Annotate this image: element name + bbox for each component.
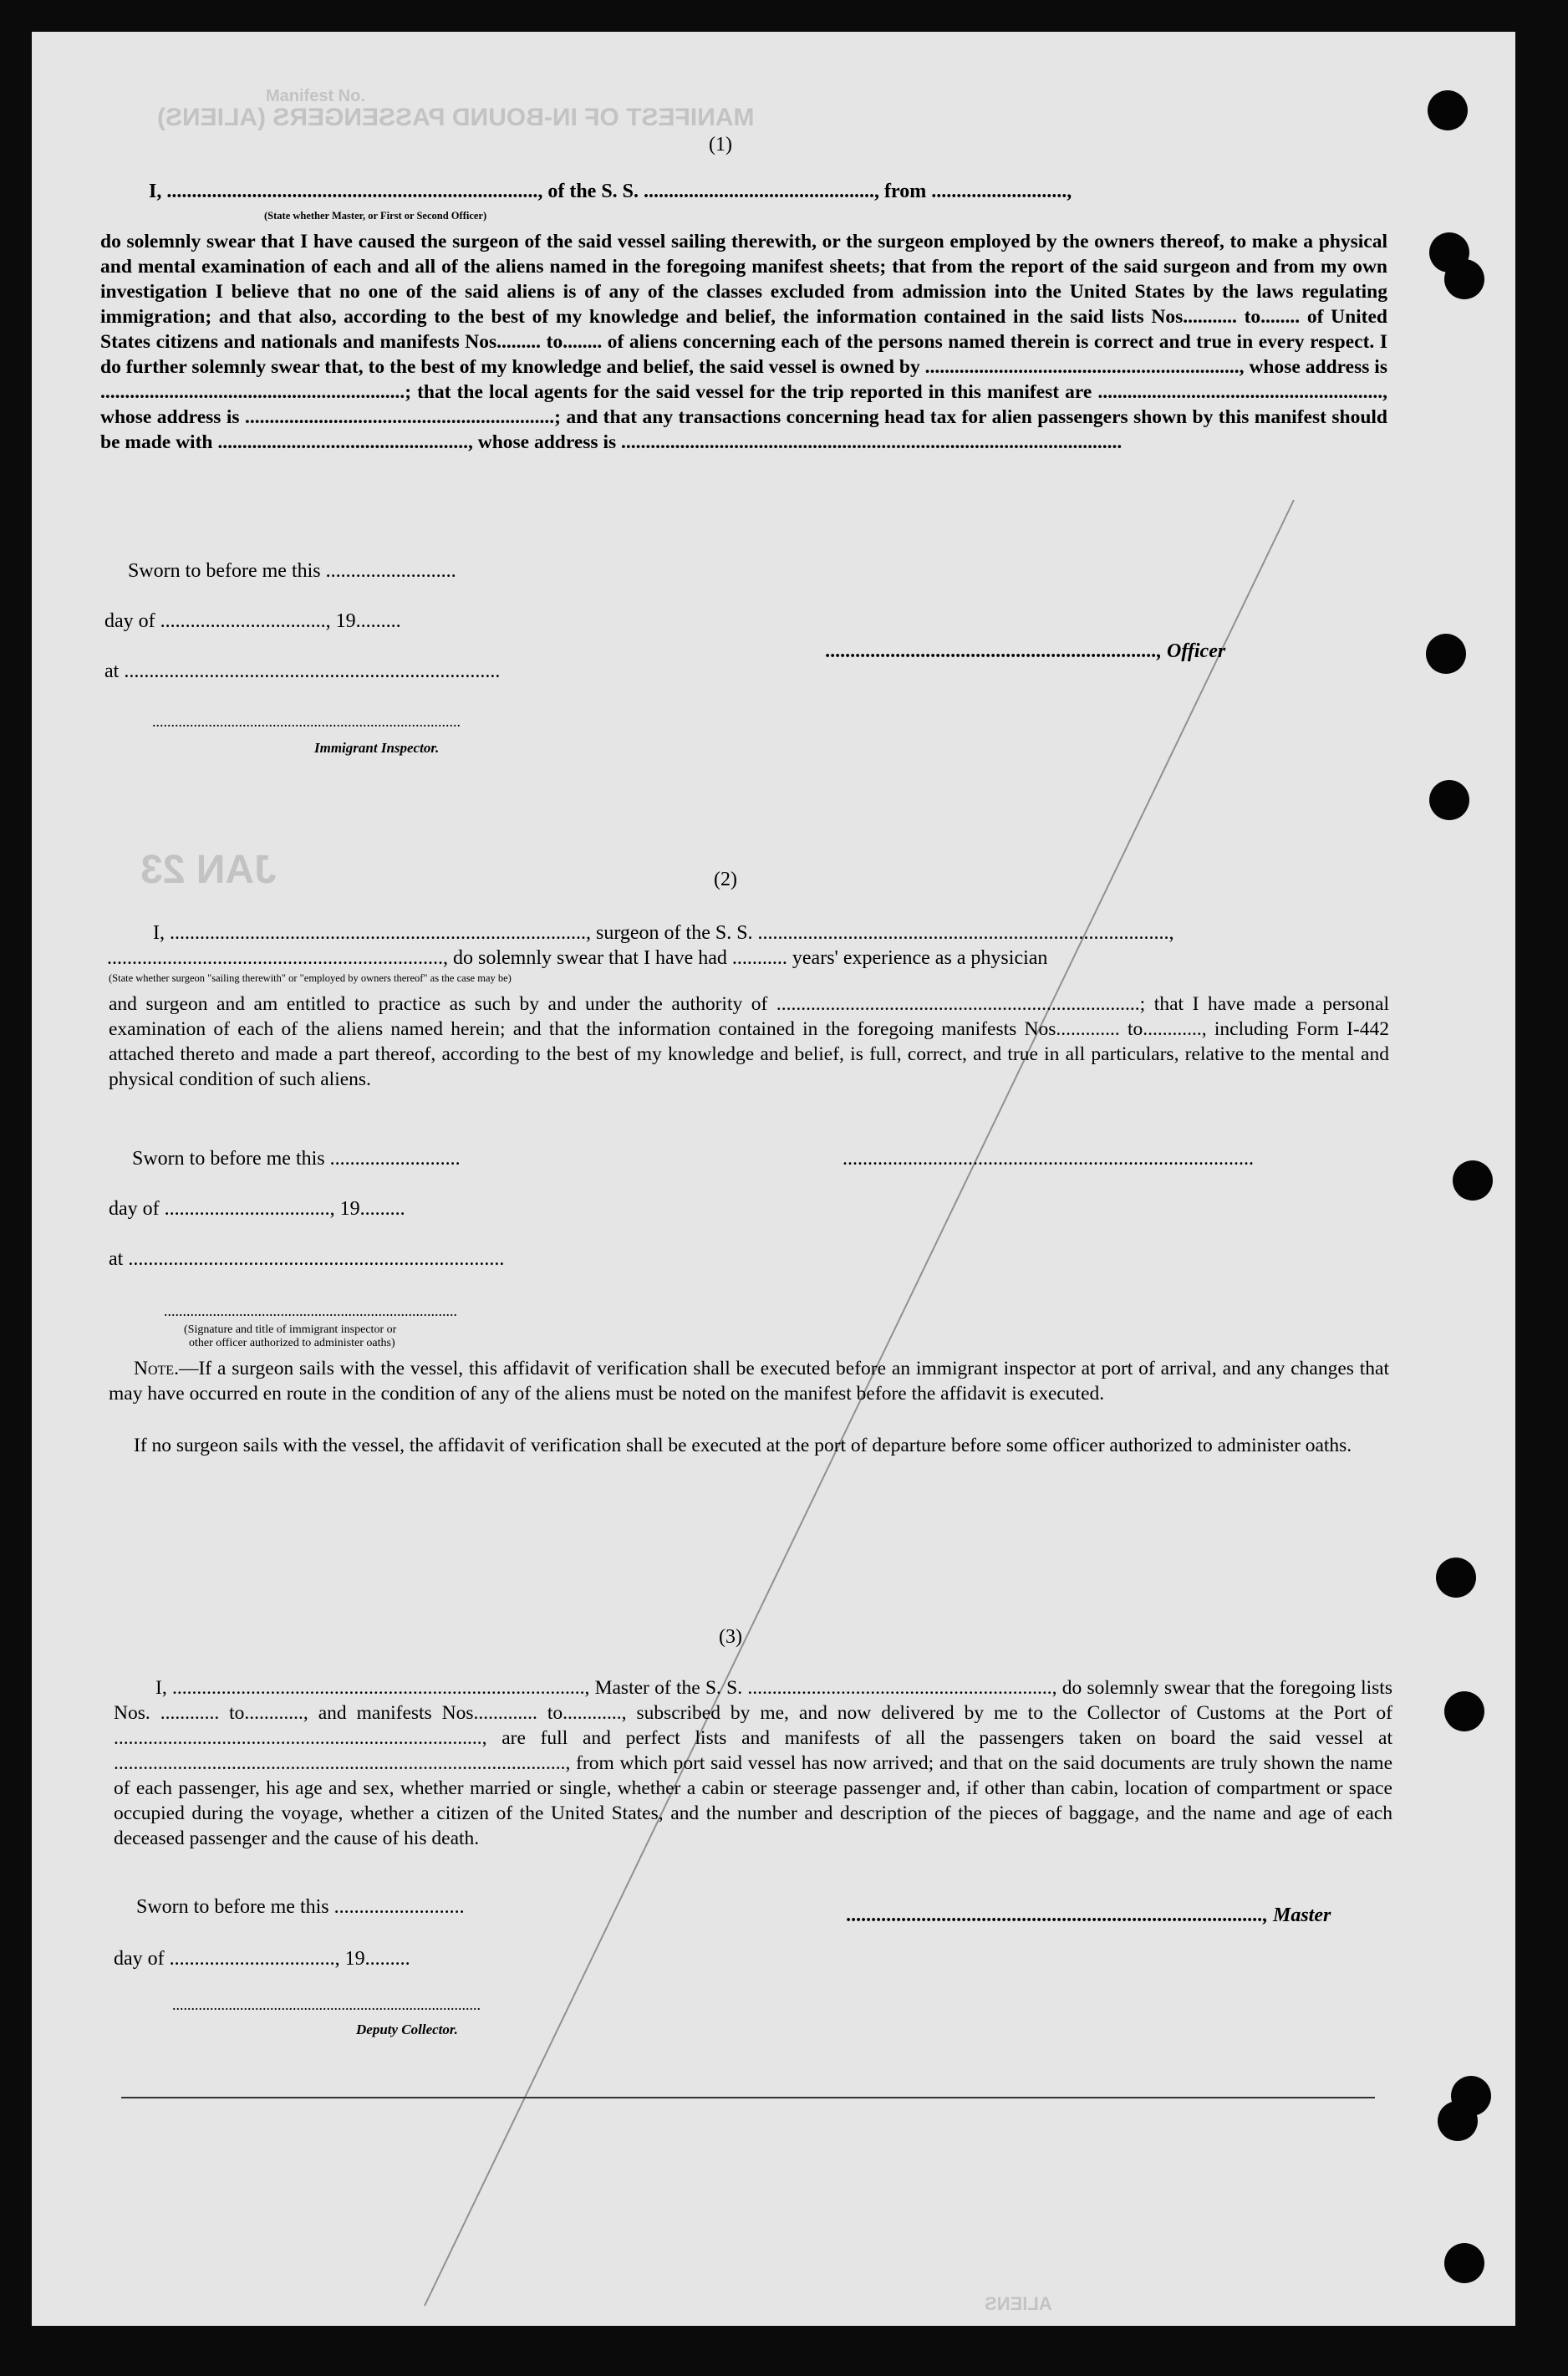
bottom-rule — [121, 2097, 1375, 2098]
punch-hole — [1429, 780, 1469, 820]
punch-hole — [1453, 1160, 1493, 1201]
section-3-number: (3) — [719, 1626, 742, 1648]
section-1-body: do solemnly swear that I have caused the surgeon of the said vessel sailing therewith, or the surgeon employed by the owners thereof, to make a physical and mental examination of each and all of the aliens named in the foregoing manifest sheets; that from the report of the said surgeon and from my own investigation I believe that no one of the said aliens is of any of the classes excluded from admission into the United States by the laws regulating immigration; and that also, according to the best of my knowledge and belief, the information contained in the said lists Nos........... to........ of United States citizens and nationals and manifests Nos......... to........ of aliens concerning each of the persons named therein is correct and true in every respect. I do further solemnly swear that, to the best of my knowledge and belief, the said vessel is owned by ................................................................, whose address is ..............................................................; that the local agents for the said vessel for the trip reported in this manifest are .........................................................., whose address is ...............................................................; and that any transactions concerning head tax for alien passengers shown by this manifest should be made with ..................................................., whose address is ...................................................................................................... — [100, 231, 1387, 453]
note-text: —If a surgeon sails with the vessel, this affidavit of verification shall be executed before an immigrant inspector at port of arrival, and any changes that may have occurred en route in the condition of any of the aliens must be noted on the manifest before the affidavit is executed. — [109, 1358, 1389, 1405]
form-sheet — [32, 32, 1515, 2326]
section-3-day-of: day of ................................., 19......... — [114, 1948, 410, 1970]
section-2-right-line: .................................................................................. — [843, 1148, 1254, 1170]
section-3-sworn: Sworn to before me this .......................... — [136, 1896, 465, 1918]
section-1-day-of: day of ................................., 19......... — [104, 610, 401, 632]
section-2-signature-line: .............................................................................. — [164, 1303, 457, 1319]
faint-stamp: JAN 23 — [140, 848, 277, 892]
section-1-inspector-caption: Immigrant Inspector. — [314, 740, 440, 756]
section-3-body: I, ...................................................................................., Master of the S. S. .............................................................., do solemnly swear that the foregoing lists Nos. ............ to............, and manifests Nos............. to............, subscribed by me, and now delivered by me to the Collector of Customs at the Port of ..........................................................................., are full and perfect lists and manifests of all the passengers taken on board the said vessel at ............................................................................................, from which port said vessel has now arrived; and that on the said documents are truly shown the name of each passenger, his age and sex, whether married or single, whether a cabin or steerage passenger and, if other than cabin, location of compartment or space occupied during the voyage, whether a citizen of the United States, and the number and description of the pieces of baggage, and the name and age of each deceased passenger and the cause of his death. — [114, 1677, 1392, 1849]
section-1-sworn: Sworn to before me this .......................... — [128, 560, 456, 582]
section-2-signature-caption-2: other officer authorized to administer oaths) — [189, 1337, 395, 1349]
faint-manifest-number: Manifest No. — [266, 87, 365, 105]
faint-footer: ALIENS — [985, 2293, 1052, 2314]
section-3-master-line: ..................................................................................., Master — [847, 1904, 1331, 1926]
section-3-collector-caption: Deputy Collector. — [356, 2022, 458, 2037]
section-2-line-1: I, ..................................................................................., surgeon of the S. S. .................................................................................., — [153, 922, 1174, 944]
section-3-collector-line: .................................................................................. — [172, 1996, 481, 2013]
section-2-note-1 — [109, 1356, 1389, 1406]
punch-hole — [1436, 1558, 1476, 1598]
section-1-line-note: (State whether Master, or First or Second Officer) — [264, 210, 487, 222]
section-2-sworn: Sworn to before me this .......................... — [132, 1148, 461, 1170]
faint-mirrored-title: MANIFEST OF IN-BOUND PASSENGERS (ALIENS) — [157, 104, 755, 131]
punch-hole — [1426, 634, 1466, 674]
section-1-inspector-line: .................................................................................. — [152, 713, 461, 730]
section-2-at: at ........................................................................... — [109, 1248, 505, 1270]
punch-hole — [1428, 90, 1468, 130]
punch-hole — [1438, 2101, 1478, 2141]
punch-hole — [1444, 2243, 1484, 2283]
section-1-at: at ........................................................................... — [104, 660, 501, 682]
section-2-number: (2) — [714, 869, 737, 890]
note-label: Note. — [134, 1358, 179, 1379]
section-2-day-of: day of ................................., 19......... — [109, 1198, 405, 1220]
section-1-officer-line: .................................................................., Officer — [826, 640, 1226, 662]
section-1-number: (1) — [709, 134, 732, 156]
section-1-opening-line: I, .........................................................................., of the S. S. .............................................., from ..........................., — [149, 181, 1072, 202]
punch-hole — [1444, 259, 1484, 299]
section-2-note-2: If no surgeon sails with the vessel, the affidavit of verification shall be executed at the port of departure before some officer authorized to administer oaths. — [134, 1435, 1352, 1456]
section-2-line-2: ..................................................................., do solemnly swear that I have had ........... years' experience as a physician — [107, 947, 1048, 969]
section-2-signature-caption-1: (Signature and title of immigrant inspector or — [184, 1323, 397, 1336]
section-2-body: and surgeon and am entitled to practice as such by and under the authority of ..........................................................................; that I have made a personal examination of each of the aliens named herein; and that the information contained in the foregoing manifests Nos............. to............, including Form I-442 attached thereto and made a part thereof, according to the best of my knowledge and belief, is full, correct, and true in all particulars, relative to the mental and physical condition of such aliens. — [109, 993, 1389, 1090]
section-2-line-note: (State whether surgeon "sailing therewith" or "employed by owners thereof" as the case may be) — [109, 972, 512, 984]
punch-hole — [1444, 1691, 1484, 1731]
